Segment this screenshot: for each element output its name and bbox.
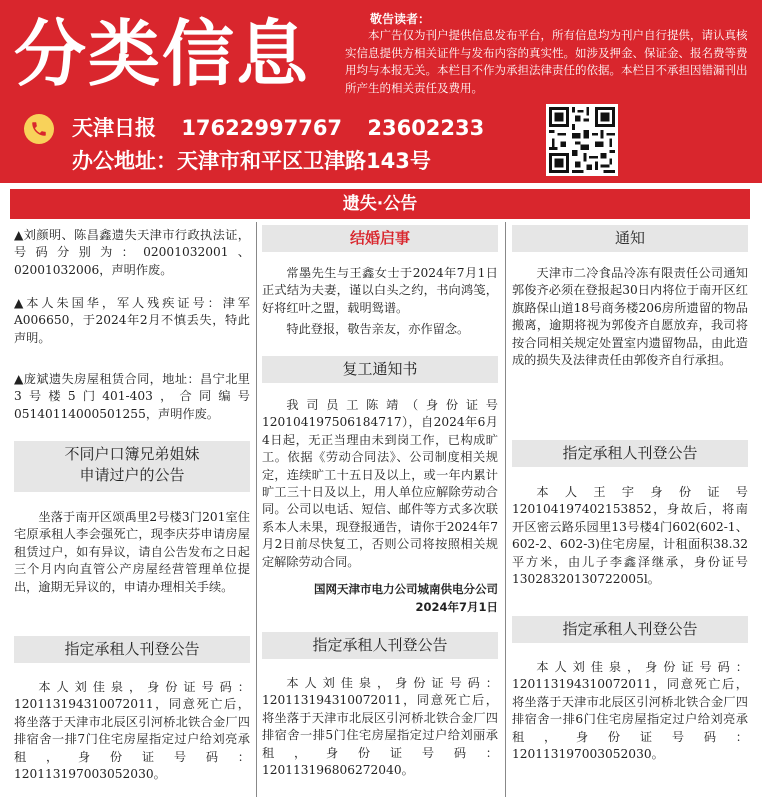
column-divider	[505, 222, 506, 797]
column-2	[262, 222, 498, 797]
tenant-notice-text: 本人王宇身份证号120104197402153852，身故后，将南开区密云路乐园里13号楼4门602(602-1、602-2、602-3)住宅房屋，计租面积38.32平方米，由儿子李鑫泽继承，身份证号13028320130722005l。	[512, 485, 748, 587]
tenant-notice-text: 本人刘佳泉，身份证号码：120113194310072011，同意死亡后，将坐落于天津市北辰区引河桥北铁合金厂四排宿舍一排6门住宅房屋指定过户给刘亮承租，身份证号码：120113197003052030。	[512, 660, 748, 762]
notice-title: 通知	[512, 225, 748, 252]
return-to-work-date: 2024年7月1日	[415, 600, 498, 614]
tenant-notice-title: 指定承租人刊登公告	[14, 636, 250, 663]
tenant-notice-text: 本人刘佳泉，身份证号码：120113194310072011，同意死亡后，将坐落于天津市北辰区引河桥北铁合金厂四排宿舍一排5门住宅房屋指定过户给刘丽承租，身份证号码：120113196806272040。	[262, 676, 498, 778]
address-value: 天津市和平区卫津路143号	[177, 149, 431, 173]
household-notice-title	[14, 441, 250, 492]
return-to-work-title: 复工通知书	[262, 356, 498, 383]
tenant-notice-title: 指定承租人刊登公告	[512, 616, 748, 643]
column-1	[14, 222, 250, 797]
lost-notice-2: ▲本人朱国华，军人残疾证号：津军A006650，于2024年2月不慎丢失，特此声明。	[14, 296, 250, 345]
return-to-work-text: 我司员工陈靖（身份证号120104197506184717），自2024年6月4日起，无正当理由未到岗工作，已构成旷工。依据《劳动合同法》、公司制度相关规定，连续旷工十五日及以上，或一年内累计旷工三十日及以上，用人单位应解除劳动合同。公司以电话、短信、邮件等方式多次联系本人未果，现登报通告，请你于2024年7月2日前尽快复工，否则公司将按照相关规定解除劳动合同。	[262, 398, 498, 569]
notice-text: 本广告仅为刊户提供信息发布平台，所有信息均为刊户自行提供，请认真核实信息提供方相关证件与发布内容的真实性。如涉及押金、保证金、报名费等费用均与本报无关。本栏目不作为承担法律责任的依据。本栏目不承担因错漏刊出所产生的相关责任及费用。	[345, 28, 748, 95]
column-3	[512, 222, 748, 797]
household-notice-text: 坐落于南开区颂禹里2号楼3门201室住宅原承租人李会强死亡，现李庆芬申请房屋租赁过户，如有异议，请自公告发布之日起三个月内向直管公产房屋经营管理单位提出，逾期无异议的，申请办理相关手续。	[14, 510, 250, 594]
contact-address	[72, 145, 431, 177]
notice-text: 天津市二冷食品冷冻有限责任公司通知郭俊齐必须在登报起30日内将位于南开区红旗路保山道18号商务楼206房所遗留的物品搬离，逾期将视为郭俊齐自愿放弃，我司将按合同相关规定处置室内遗留物品，由此造成的损失及法律责任由郭俊齐自行承担。	[512, 266, 748, 368]
phone-icon	[24, 114, 54, 144]
tenant-notice-title: 指定承租人刊登公告	[262, 632, 498, 659]
lost-notice-3: ▲庞斌遗失房屋租赁合同，地址：昌宁北里3号楼5门401-403，合同编号05140114000501255，声明作废。	[14, 372, 250, 421]
column-divider	[256, 222, 257, 797]
page-title: 分类信息	[14, 12, 311, 96]
header-banner	[0, 0, 762, 183]
qr-code-icon	[546, 104, 618, 176]
contact-phones	[72, 112, 502, 144]
household-title-line-2: 申请过户的公告	[79, 466, 185, 484]
marriage-notice-text: 常墨先生与王鑫女士于2024年7月1日正式结为夫妻，谨以白头之约，书向鸿笺，好将红叶之盟，载明鸳谱。	[262, 266, 498, 315]
marriage-notice-text-2: 特此登报，敬告亲友，亦作留念。	[286, 322, 470, 336]
address-label: 办公地址：	[72, 149, 177, 173]
lost-notice-1: ▲刘颜明、陈昌鑫遗失天津市行政执法证，号码分别为：02001032001、02001032006，声明作废。	[14, 228, 250, 277]
tenant-notice-title: 指定承租人刊登公告	[512, 440, 748, 467]
notice-heading: 敬告读者：	[370, 12, 431, 26]
return-to-work-signature: 国网天津市电力公司城南供电分公司	[314, 582, 498, 596]
household-title-line-1: 不同户口簿兄弟姐妹	[64, 445, 200, 463]
tenant-notice-text: 本人刘佳泉，身份证号码：120113194310072011，同意死亡后，将坐落于天津市北辰区引河桥北铁合金厂四排宿舍一排7门住宅房屋指定过户给刘亮承租，身份证号码：120113197003052030。	[14, 680, 250, 782]
section-title: 遗失·公告	[10, 189, 750, 219]
paper-name: 天津日报	[72, 116, 156, 140]
phone-number-2: 23602233	[367, 116, 485, 140]
phone-number-1: 17622997767	[181, 116, 343, 140]
marriage-notice-title: 结婚启事	[262, 225, 498, 252]
